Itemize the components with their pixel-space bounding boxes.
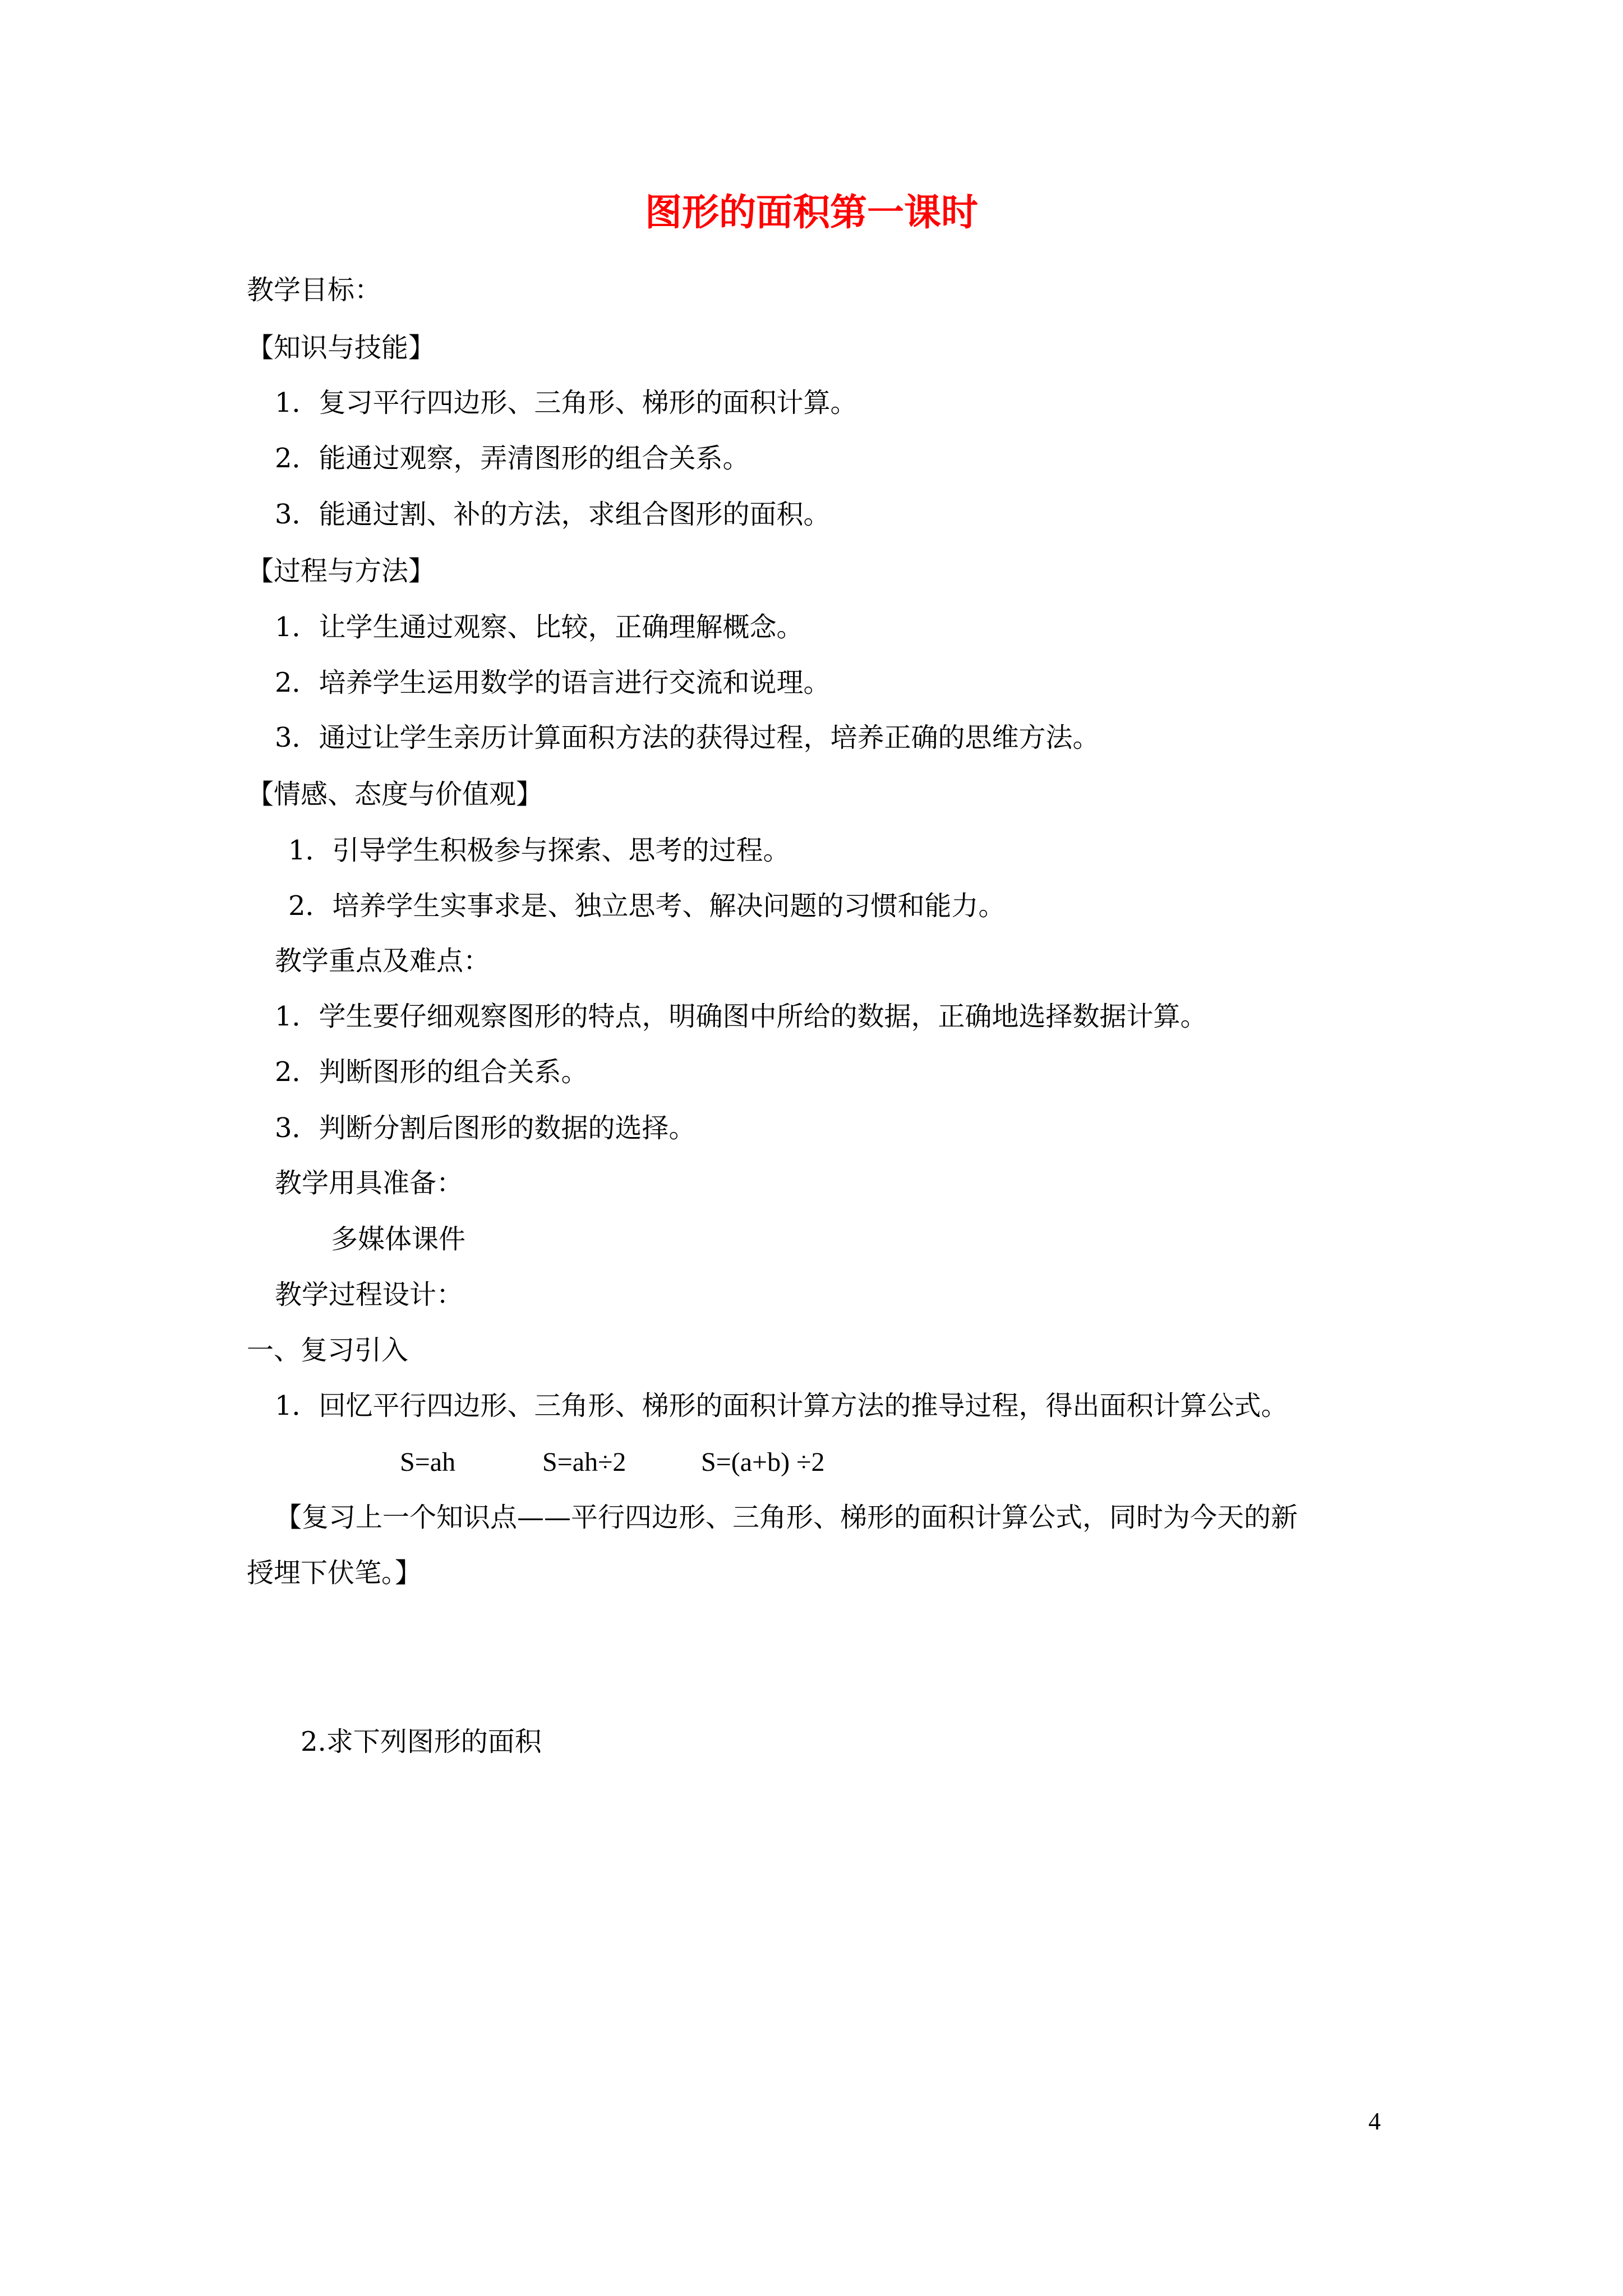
step-1: 1．回忆平行四边形、三角形、梯形的面积计算方法的推导过程，得出面积计算公式。 xyxy=(275,1390,1288,1421)
design-heading: 教学过程设计： xyxy=(275,1279,464,1310)
document-title: 图形的面积第一课时 xyxy=(645,190,978,234)
key-points-heading: 教学重点及难点： xyxy=(275,945,491,977)
process-item-2: 2．培养学生运用数学的语言进行交流和说理。 xyxy=(275,667,831,698)
emotion-item-2: 2．培养学生实事求是、独立思考、解决问题的习惯和能力。 xyxy=(288,890,1006,922)
process-heading: 【过程与方法】 xyxy=(247,555,436,587)
process-item-1: 1．让学生通过观察、比较，正确理解概念。 xyxy=(275,611,804,643)
step-2: 2.求下列图形的面积 xyxy=(301,1726,542,1757)
knowledge-heading: 【知识与技能】 xyxy=(247,332,436,364)
key-point-1: 1．学生要仔细观察图形的特点，明确图中所给的数据，正确地选择数据计算。 xyxy=(275,1001,1207,1032)
objectives-heading: 教学目标： xyxy=(247,274,382,306)
formula-triangle: S=ah÷2 xyxy=(542,1447,626,1477)
knowledge-item-1: 1．复习平行四边形、三角形、梯形的面积计算。 xyxy=(275,387,857,418)
emotion-heading: 【情感、态度与价值观】 xyxy=(247,779,543,810)
review-note-line-2: 授埋下伏笔。】 xyxy=(247,1557,422,1589)
formula-trapezoid: S=(a+b) ÷2 xyxy=(701,1447,825,1477)
section-1-title: 一、复习引入 xyxy=(247,1335,409,1366)
key-point-3: 3．判断分割后图形的数据的选择。 xyxy=(275,1112,696,1144)
review-note-line-1: 【复习上一个知识点——平行四边形、三角形、梯形的面积计算公式，同时为今天的新 xyxy=(275,1502,1298,1533)
key-point-2: 2．判断图形的组合关系。 xyxy=(275,1056,588,1088)
process-item-3: 3．通过让学生亲历计算面积方法的获得过程，培养正确的思维方法。 xyxy=(275,722,1100,753)
formula-parallelogram: S=ah xyxy=(400,1447,456,1477)
tools-item: 多媒体课件 xyxy=(331,1223,466,1255)
knowledge-item-3: 3．能通过割、补的方法，求组合图形的面积。 xyxy=(275,499,831,530)
emotion-item-1: 1．引导学生积极参与探索、思考的过程。 xyxy=(288,835,790,866)
tools-heading: 教学用具准备： xyxy=(275,1167,464,1199)
knowledge-item-2: 2．能通过观察，弄清图形的组合关系。 xyxy=(275,443,750,474)
page-number: 4 xyxy=(1368,2108,1381,2135)
